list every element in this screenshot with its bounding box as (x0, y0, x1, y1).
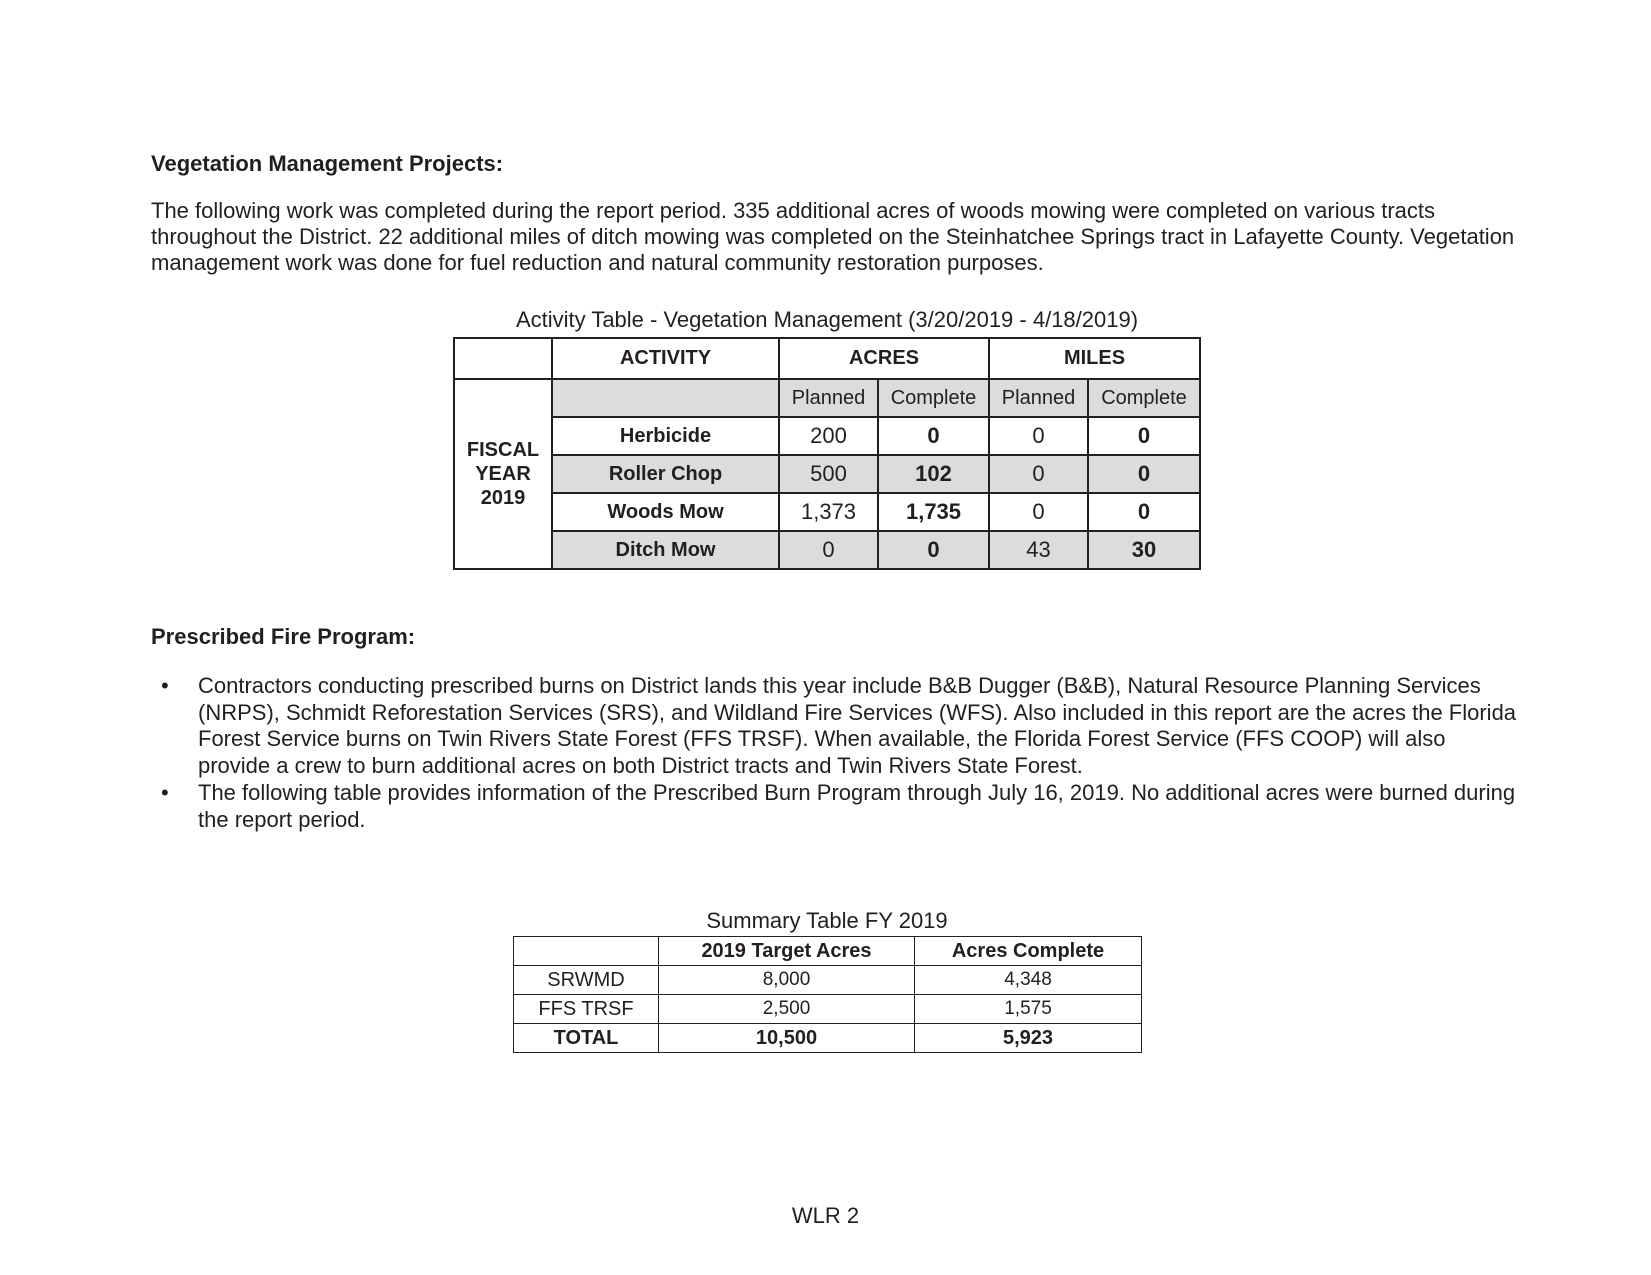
activity-name: Herbicide (552, 417, 779, 455)
miles-complete-cell: 0 (1088, 455, 1200, 493)
summary-corner-cell (514, 937, 659, 966)
bullet-text: Contractors conducting prescribed burns on District lands this year include B&B Dugger (B&B), Natural Resource Planning Services (NRPS), Schmidt Reforestation Services (SRS), and Wildland Fire Services (WFS). Also included in this report are the acres the Florida Forest Service burns on Twin Rivers State Forest (FFS TRSF). When available, the Florida Forest Service (FFS COOP) will also provide a crew to burn additional acres on both District tracts and Twin Rivers State Forest. (198, 673, 1517, 778)
target-acres-cell: 8,000 (659, 966, 915, 995)
activity-corner-cell (454, 338, 552, 379)
acres-header: ACRES (779, 338, 989, 379)
acres-complete-cell: 1,735 (878, 493, 989, 531)
acres-planned-cell: 200 (779, 417, 878, 455)
list-item (151, 780, 1521, 833)
acres-planned-cell: 0 (779, 531, 878, 569)
miles-planned-cell: 43 (989, 531, 1088, 569)
total-target-cell: 10,500 (659, 1024, 915, 1053)
miles-complete-cell: 30 (1088, 531, 1200, 569)
acres-planned-header: Planned (779, 379, 878, 417)
miles-complete-cell: 0 (1088, 417, 1200, 455)
summary-header-row (514, 937, 1142, 966)
activity-table (453, 337, 1201, 570)
table-row (514, 966, 1142, 995)
table-row (514, 995, 1142, 1024)
fire-bullet-list (151, 673, 1521, 834)
target-acres-cell: 2,500 (659, 995, 915, 1024)
fire-heading: Prescribed Fire Program: (151, 624, 416, 649)
acres-complete-cell: 4,348 (915, 966, 1142, 995)
miles-complete-cell: 0 (1088, 493, 1200, 531)
acres-complete-header: Complete (878, 379, 989, 417)
vegetation-heading: Vegetation Management Projects: (151, 151, 504, 176)
activity-name: Roller Chop (552, 455, 779, 493)
target-acres-header: 2019 Target Acres (659, 937, 915, 966)
acres-complete-cell: 0 (878, 531, 989, 569)
fiscal-label: FISCAL (466, 439, 540, 461)
page-footer: WLR 2 (791, 1203, 860, 1228)
activity-header: ACTIVITY (552, 338, 779, 379)
acres-complete-cell: 1,575 (915, 995, 1142, 1024)
miles-planned-header: Planned (989, 379, 1088, 417)
activity-name: Woods Mow (552, 493, 779, 531)
acres-planned-cell: 500 (779, 455, 878, 493)
miles-header: MILES (989, 338, 1200, 379)
total-label: TOTAL (514, 1024, 659, 1053)
row-name: SRWMD (514, 966, 659, 995)
activity-table-caption: Activity Table - Vegetation Management (3/20/2019 - 4/18/2019) (515, 307, 1139, 332)
year-value: 2019 (480, 487, 526, 509)
summary-table (513, 936, 1142, 1053)
acres-planned-cell: 1,373 (779, 493, 878, 531)
miles-planned-cell: 0 (989, 493, 1088, 531)
miles-planned-cell: 0 (989, 455, 1088, 493)
bullet-icon: • (161, 673, 169, 698)
fiscal-year-cell (454, 379, 552, 569)
table-row (454, 531, 1200, 569)
total-complete-cell: 5,923 (915, 1024, 1142, 1053)
summary-table-caption: Summary Table FY 2019 (706, 908, 948, 933)
bullet-text: The following table provides information of the Prescribed Burn Program through July 16, 2019. No additional acres were burned during the report period. (198, 780, 1516, 832)
miles-complete-header: Complete (1088, 379, 1200, 417)
activity-header-row (454, 338, 1200, 379)
table-row (454, 417, 1200, 455)
list-item (151, 673, 1521, 779)
total-row (514, 1024, 1142, 1053)
acres-complete-header: Acres Complete (915, 937, 1142, 966)
acres-complete-cell: 0 (878, 417, 989, 455)
miles-planned-cell: 0 (989, 417, 1088, 455)
row-name: FFS TRSF (514, 995, 659, 1024)
bullet-icon: • (161, 780, 169, 805)
activity-subheader-row (454, 379, 1200, 417)
table-row (454, 455, 1200, 493)
activity-name: Ditch Mow (552, 531, 779, 569)
vegetation-paragraph: The following work was completed during the report period. 335 additional acres of woods mowing were completed on various tracts throughout the District. 22 additional miles of ditch mowing was completed on the Steinhatchee Springs tract in Lafayette County. Vegetation management work was done for fuel reduction and natural community restoration purposes. (151, 198, 1515, 275)
acres-complete-cell: 102 (878, 455, 989, 493)
year-label: YEAR (475, 463, 531, 485)
activity-subheader-blank (552, 379, 779, 417)
table-row (454, 493, 1200, 531)
